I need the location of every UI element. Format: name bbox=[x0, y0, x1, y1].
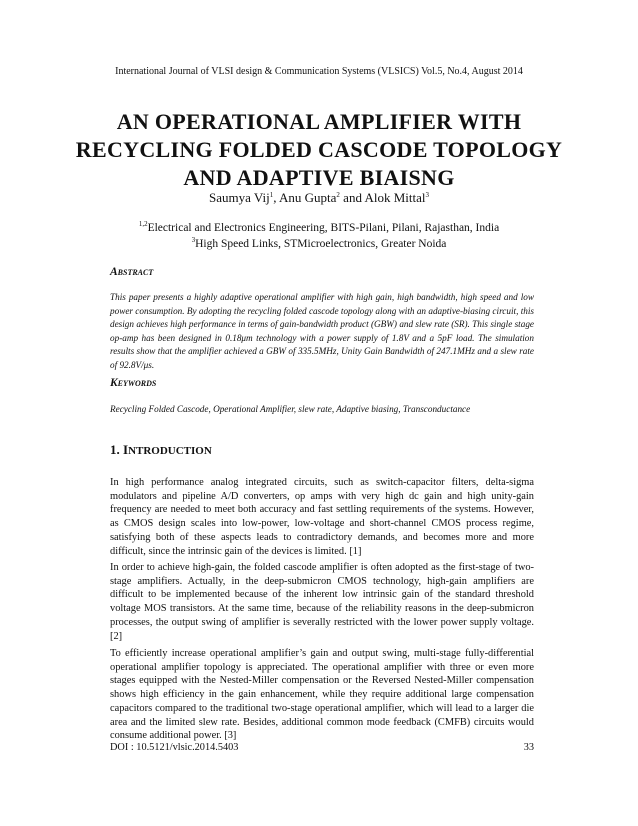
section-heading-rest: NTRODUCTION bbox=[128, 445, 212, 457]
section-heading-initial: I bbox=[123, 442, 129, 457]
doi-label: DOI : 10.5121/vlsic.2014.5403 bbox=[110, 742, 239, 753]
author-separator: , bbox=[273, 190, 279, 205]
keywords-text: Recycling Folded Cascode, Operational Amplifier, slew rate, Adaptive biasing, Transconductance bbox=[110, 404, 471, 414]
section-number: 1. bbox=[110, 442, 123, 457]
affiliation bbox=[0, 222, 638, 234]
body-paragraph: In high performance analog integrated circuits, such as switch-capacitor filters, delta-sigma modulators and pipeline A/D converters, op amps with very high dc gain and high unity-gain frequency are needed to meet both accuracy and fast settling requirements of the systems. However, as CMOS design scales into low-power, low-voltage and short-channel CMOS process regime, satisfying both of these aspects leads to contradictory demands, and becomes more and more difficult, since the intrinsic gain of the devices is limited. [1] bbox=[110, 477, 534, 557]
affiliation bbox=[0, 238, 638, 250]
keywords-heading: Keywords bbox=[110, 377, 157, 389]
title-line-1: AN OPERATIONAL AMPLIFIER WITH bbox=[116, 109, 522, 134]
title-line-2: RECYCLING FOLDED CASCODE TOPOLOGY bbox=[75, 137, 563, 162]
title-line-3: AND ADAPTIVE BIAISNG bbox=[183, 165, 455, 190]
affiliation-mark: 1,2 bbox=[138, 220, 148, 228]
author-affil-mark: 1 bbox=[269, 191, 274, 199]
affiliation-text: Electrical and Electronics Engineering, BITS-Pilani, Pilani, Rajasthan, India bbox=[147, 222, 500, 234]
author-separator: and bbox=[339, 190, 365, 205]
author-affil-mark: 3 bbox=[425, 191, 430, 199]
body-paragraph: To efficiently increase operational amplifier’s gain and output swing, multi-stage fully-differential operational amplifier topology is appreciated. The operational amplifier with three or even more stages equipped with the Nested-Miller compensation or the Reversed Nested-Miller compensation shows high efficiency in the gain enhancement, while they require additional large compensation capacitors compared to the traditional two-stage operational amplifier, which will lead to a larger die area and the limited slew rate. Besides, additional common mode feedback (CMFB) circuits would consume additional power. [3] bbox=[110, 648, 534, 742]
abstract-heading: Abstract bbox=[110, 266, 154, 278]
journal-header: International Journal of VLSI design & Communication Systems (VLSICS) Vol.5, No.4, August 2014 bbox=[115, 66, 523, 77]
body-paragraph: In order to achieve high-gain, the folded cascode amplifier is often adopted as the first-stage of two-stage amplifiers. Actually, in the deep-submicron CMOS technology, high-gain amplifiers are difficult to be implemented because of the inherent low intrinsic gain of the standard threshold voltage MOS transistors. At the same time, because of the reliability reasons in the deep-submicron processes, the output swing of amplifier is severally restricted with the lower power supply voltage. [2] bbox=[110, 562, 534, 642]
author-name: Alok Mittal bbox=[364, 190, 426, 205]
author-name: Saumya Vij bbox=[208, 190, 270, 205]
author-affil-mark: 2 bbox=[336, 191, 340, 199]
author-name: Anu Gupta bbox=[279, 190, 337, 205]
paper-title bbox=[60, 108, 578, 192]
section-heading-introduction bbox=[110, 442, 212, 458]
page-number: 33 bbox=[523, 742, 534, 753]
author-list bbox=[0, 190, 638, 206]
affiliation-text: High Speed Links, STMicroelectronics, Greater Noida bbox=[195, 238, 447, 250]
affiliation-mark: 3 bbox=[191, 236, 196, 244]
abstract-text: This paper presents a highly adaptive operational amplifier with high gain, high bandwidth, high speed and low power consumption. By adopting the recycling folded cascode topology along with an adaptive-biasing circuit, this design achieves high performance in terms of gain-bandwidth product (GBW) and slew rate (SR). This single stage op-amp has been designed in 0.18μm technology with a power supply of 1.8V and a 5pF load. The simulation results show that the amplifier achieved a GBW of 335.5MHz, Unity Gain Bandwidth of 247.1MHz and a slew rate of 92.8V/μs. bbox=[110, 292, 534, 370]
